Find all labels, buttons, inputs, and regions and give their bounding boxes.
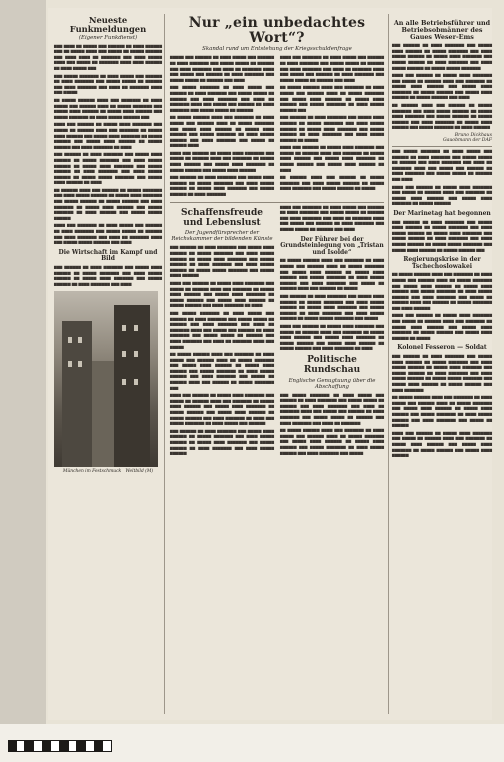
signature-title: Gauobmann der DAF xyxy=(442,138,492,144)
section-heading-3: Politische Rundschau xyxy=(303,354,361,375)
right-headline: An alle Betriebsführer und Betriebsobmänner des Gaues Weser-Ems xyxy=(393,19,491,42)
section-heading-1: Schaffensfreude und Lebenslust xyxy=(181,207,263,228)
right-section-heading-2: Regierungskrise in der Tschechoslowakei xyxy=(403,256,481,270)
column-divider xyxy=(388,14,389,714)
left-headline: Neueste Funkmeldungen xyxy=(69,15,147,34)
left-section-text: ▆▆▆ ▆▆▆▆▆▆ ▆▆ ▆▆▆▆ ▆▆▆▆▆▆▆ ▆▆▆ ▆▆▆▆▆ ▆▆▆▆ ▆▆▆▆▆▆ ▆▆ ▆▆▆▆▆ ▆▆▆▆▆▆▆ ▆▆▆ ▆▆▆▆ ▆▆▆▆▆ ▆▆▆▆▆▆ ▆▆ ▆▆▆▆▆ ▆▆▆▆ ▆▆▆▆▆▆▆ ▆▆▆ ▆▆▆▆▆ ▆▆▆▆▆▆ ▆▆ ▆▆▆▆ ▆▆▆▆▆▆▆ ▆▆▆ ▆▆▆▆ xyxy=(54,265,162,286)
center-lower: Schaffensfreude und Lebenslust Der Jugendfürsprecher der Reichskammer der bildenden Künste ▆▆▆ ▆▆▆▆▆▆ ▆▆ ▆▆▆▆ ▆▆▆▆▆▆▆ ▆▆▆ ▆▆▆▆▆ ▆▆▆▆ ▆▆▆▆▆▆ ▆▆ ▆▆▆▆▆ ▆▆▆▆▆▆▆ ▆▆▆ ▆▆▆▆ ▆▆▆▆▆ ▆▆▆▆▆▆ ▆▆ ▆▆▆▆▆ ▆▆▆▆ ▆▆▆▆▆▆▆ ▆▆▆ ▆▆▆▆▆ ▆▆▆▆▆▆ ▆▆ ▆▆▆▆ ▆▆▆▆▆▆▆ ▆▆▆ ▆▆▆▆ ▆▆▆▆▆ ▆▆▆▆▆▆ ▆▆ ▆▆▆▆▆ ▆▆▆▆▆ ▆▆▆▆▆▆▆ ▆▆▆ ▆▆▆▆▆ ▆▆▆▆ ▆▆▆▆▆▆ ▆▆▆▆ ▆▆▆ ▆▆▆▆▆▆ ▆▆ ▆▆▆▆▆ ▆▆▆▆ ▆▆▆▆▆▆▆ ▆▆▆ ▆▆▆▆▆ ▆▆ ▆▆▆▆▆▆ ▆▆▆▆ ▆▆▆ ▆▆▆▆▆▆▆ ▆▆ ▆▆▆▆▆ ▆▆▆▆ ▆▆▆▆▆▆ ▆▆▆ ▆▆▆▆▆ ▆▆▆▆ ▆▆▆▆▆▆▆ ▆▆ ▆▆▆▆▆ ▆▆▆▆▆▆ ▆▆▆ ▆▆▆▆▆ ▆▆▆▆ ▆▆▆▆▆▆ ▆▆ ▆▆▆▆▆ ▆▆▆▆▆▆ ▆▆▆ ▆▆▆▆ ▆▆▆▆▆▆▆ ▆▆ ▆▆▆▆ ▆▆▆ ▆▆▆▆▆ ▆▆▆▆▆▆▆ ▆▆ ▆▆▆▆ ▆▆▆▆▆ ▆▆▆ ▆▆▆▆▆▆ ▆▆ ▆▆▆▆ ▆▆▆▆▆▆▆ ▆▆▆ ▆▆▆▆▆ ▆▆▆▆▆ ▆▆ ▆▆▆▆▆▆ ▆▆▆ ▆▆▆▆ ▆▆▆▆▆▆▆ ▆▆▆ ▆▆▆▆ ▆▆ ▆▆▆▆▆▆▆ ▆▆▆▆ ▆▆▆ ▆▆▆▆▆ ▆▆▆ ▆▆▆▆▆▆ ▆▆ ▆▆▆▆ ▆▆▆▆▆▆▆ ▆▆▆ ▆▆▆▆▆ ▆▆▆▆▆ ▆▆ ▆▆▆▆▆▆ ▆▆▆ ▆▆▆▆ ▆▆▆▆▆▆▆ ▆▆▆ ▆▆▆▆ ▆▆ ▆▆▆▆▆▆▆ ▆▆▆▆ ▆▆▆ ▆▆▆▆▆ ▆▆ ▆▆▆▆▆ ▆▆▆▆▆▆ ▆▆▆▆ ▆▆▆ ▆▆▆▆▆▆▆ ▆▆ ▆▆▆▆ ▆▆▆▆▆ ▆▆▆ ▆▆▆▆▆▆ ▆▆▆▆ ▆▆ ▆▆▆▆▆ ▆▆▆▆▆▆▆ ▆▆▆ ▆▆▆▆▆ ▆▆▆▆ ▆▆▆▆▆▆ ▆▆ ▆▆▆▆▆ ▆▆▆▆ ▆▆▆▆▆▆ ▆▆▆ ▆▆▆▆▆ ▆▆▆▆▆▆▆ ▆▆ ▆▆▆▆ ▆▆▆▆▆ ▆▆▆▆▆▆ ▆▆▆ ▆▆▆▆ ▆▆▆▆▆▆▆ ▆▆▆ ▆▆▆▆▆ ▆▆ ▆▆▆▆▆▆ ▆▆▆▆ ▆▆▆ ▆▆▆▆▆▆ ▆▆ ▆▆▆▆▆ ▆▆▆▆▆▆▆ ▆▆▆ ▆▆▆▆ ▆▆▆ ▆▆▆▆▆▆ ▆▆ ▆▆▆▆▆ ▆▆▆▆ ▆▆▆▆▆▆▆ ▆▆▆ ▆▆▆▆▆ ▆▆ ▆▆▆▆▆▆ ▆▆▆▆ ▆▆▆ ▆▆▆▆▆▆▆ ▆▆ ▆▆▆▆▆ ▆▆▆▆ ▆▆▆▆▆▆ ▆▆▆ ▆▆▆▆▆ ▆▆▆▆ ▆▆▆▆▆▆▆ ▆▆ ▆▆▆▆▆ ▆▆▆▆▆▆ ▆▆▆ ▆▆▆▆▆ ▆▆▆▆ ▆▆▆▆▆▆ ▆▆ ▆▆▆▆▆ ▆▆▆▆▆▆ ▆▆▆ ▆▆▆▆ ▆▆▆▆▆▆▆ ▆▆ ▆▆▆▆ ▆▆▆ ▆▆▆▆▆ ▆▆▆▆▆▆▆ ▆▆ ▆▆▆▆ ▆▆▆▆▆ ▆▆▆ ▆▆▆▆▆▆ ▆▆▆ ▆▆▆▆▆▆ ▆▆ ▆▆▆▆ ▆▆▆▆▆▆▆ ▆▆▆ ▆▆▆▆▆ ▆▆▆▆ ▆▆▆▆▆▆ ▆▆ ▆▆▆▆▆ ▆▆▆▆▆▆▆ ▆▆▆ ▆▆▆▆ ▆▆▆▆▆ ▆▆▆▆▆▆ ▆▆ ▆▆▆▆▆ ▆▆▆▆ ▆▆▆▆▆▆▆ ▆▆▆ ▆▆▆▆▆ ▆▆▆▆▆▆ ▆▆ ▆▆▆▆ ▆▆▆▆▆▆▆ ▆▆▆ ▆▆▆▆ ▆▆▆▆▆ ▆▆▆▆▆▆ ▆▆▆▆ ▆▆▆ ▆▆▆▆▆▆▆ ▆▆ ▆▆▆▆ ▆▆▆▆▆ ▆▆▆ ▆▆▆▆▆▆ ▆▆ ▆▆▆▆ ▆▆▆▆▆▆▆ ▆▆▆ ▆▆▆▆▆ ▆▆▆▆▆ ▆▆ ▆▆▆▆▆▆ ▆▆▆ ▆▆▆▆ ▆▆▆▆▆▆▆ ▆▆▆ ▆▆▆▆ ▆▆ ▆▆▆▆▆▆▆ ▆▆▆▆ ▆▆▆ ▆▆▆▆▆ ▆▆▆ ▆▆▆▆▆▆ ▆▆ ▆▆▆▆ ▆▆▆▆▆▆▆ ▆▆▆ ▆▆▆▆▆ ▆▆▆▆▆ ▆▆ ▆▆▆▆▆▆ ▆▆▆ ▆▆▆▆ Der Führer bei der Grundsteinlegung von „Tristan und Isolde“ ▆▆ ▆▆▆▆▆ ▆▆▆▆▆▆ ▆▆▆▆ ▆▆▆ ▆▆▆▆▆▆▆ ▆▆ ▆▆▆▆ ▆▆▆▆▆ ▆▆▆ ▆▆▆▆▆▆ ▆▆▆▆ ▆▆ ▆▆▆▆▆ ▆▆▆▆▆▆▆ ▆▆▆ ▆▆▆▆▆ ▆▆▆▆ ▆▆▆▆▆▆ ▆▆ ▆▆▆▆▆ ▆▆▆▆ ▆▆▆▆▆▆ ▆▆▆ ▆▆▆▆▆ ▆▆▆▆▆▆▆ ▆▆ ▆▆▆▆ ▆▆▆▆▆ ▆▆▆▆▆▆ ▆▆▆ ▆▆▆▆ ▆▆▆▆▆▆▆ ▆▆▆ ▆▆▆▆▆ ▆▆ ▆▆▆▆▆▆ ▆▆▆▆ ▆▆▆ ▆▆▆▆▆▆ ▆▆ ▆▆▆▆▆ ▆▆▆ ▆▆▆▆▆▆ ▆▆ ▆▆▆▆ ▆▆▆▆▆▆▆ ▆▆▆ ▆▆▆▆▆ ▆▆▆▆ ▆▆▆▆▆▆ ▆▆ ▆▆▆▆▆ ▆▆▆▆▆▆▆ ▆▆▆ ▆▆▆▆ ▆▆▆▆▆ ▆▆▆▆▆▆ ▆▆ ▆▆▆▆▆ ▆▆▆▆ ▆▆▆▆▆▆▆ ▆▆▆ ▆▆▆▆▆ ▆▆▆▆▆▆ ▆▆ ▆▆▆▆ ▆▆▆▆▆▆▆ ▆▆▆ ▆▆▆▆ ▆▆▆▆▆ ▆▆▆▆▆▆ ▆▆ ▆▆▆▆▆ ▆▆▆▆▆ ▆▆▆▆▆▆▆ ▆▆▆ ▆▆▆▆▆ ▆▆▆▆ ▆▆▆ ▆▆▆▆▆▆ ▆▆ ▆▆▆▆▆ ▆▆▆▆ ▆▆▆▆▆▆▆ ▆▆▆ ▆▆▆▆▆ ▆▆ ▆▆▆▆▆▆ ▆▆▆▆ ▆▆▆ ▆▆▆▆▆▆▆ ▆▆ ▆▆▆▆▆ ▆▆▆▆ ▆▆▆▆▆▆ ▆▆▆ ▆▆▆▆▆ ▆▆▆▆ ▆▆▆▆▆▆▆ ▆▆ ▆▆▆▆▆ ▆▆▆▆▆▆ ▆▆▆ ▆▆▆▆▆ ▆▆▆▆ ▆▆▆▆▆▆ ▆▆ ▆▆▆▆▆ ▆▆▆▆▆▆ ▆▆▆ ▆▆▆▆ ▆▆▆▆▆▆▆ ▆▆ ▆▆▆▆ Politische Rundschau Englische Genugtuung über die Abschaffung ▆▆▆ ▆▆▆▆▆ ▆▆▆▆▆▆▆ ▆▆ ▆▆▆▆ ▆▆▆▆▆ ▆▆▆ ▆▆▆▆▆▆ ▆▆ ▆▆▆▆ ▆▆▆▆▆▆▆ ▆▆▆ ▆▆▆▆▆ ▆▆▆▆▆ ▆▆ ▆▆▆▆▆▆ ▆▆▆ ▆▆▆▆ ▆▆▆▆▆▆▆ ▆▆▆ ▆▆▆▆ ▆▆ ▆▆▆▆▆▆▆ ▆▆▆▆ ▆▆▆ ▆▆▆▆▆ ▆▆▆ ▆▆▆▆▆▆ ▆▆ ▆▆▆▆ ▆▆▆▆▆▆▆ ▆▆▆ ▆▆▆▆▆ ▆▆▆▆▆ ▆▆ ▆▆▆▆▆▆ ▆▆▆ ▆▆▆▆ ▆▆▆▆▆▆▆ ▆▆▆ ▆▆▆▆ ▆▆ ▆▆▆▆▆▆▆ ▆▆ ▆▆▆▆▆ ▆▆▆▆▆▆ ▆▆▆▆ ▆▆▆ ▆▆▆▆▆▆▆ ▆▆ ▆▆▆▆ ▆▆▆▆▆ ▆▆▆ ▆▆▆▆▆▆ ▆▆▆▆ ▆▆ ▆▆▆▆▆ ▆▆▆▆▆▆▆ ▆▆▆ ▆▆▆▆▆ ▆▆▆▆ ▆▆▆▆▆▆ ▆▆ ▆▆▆▆▆ ▆▆▆▆ ▆▆▆▆▆▆ ▆▆▆ ▆▆▆▆▆ ▆▆▆▆▆▆▆ ▆▆ ▆▆▆▆ ▆▆▆▆▆ ▆▆▆▆▆▆ ▆▆▆ ▆▆▆▆ ▆▆▆▆▆▆▆ ▆▆▆ ▆▆▆▆▆ xyxy=(170,204,384,456)
scan-border-left xyxy=(0,0,46,724)
center-subhead: Skandal rund um Entstehung der Kriegsschuldenfrage xyxy=(202,46,352,53)
signature-name: Bruno Dickhaus xyxy=(454,133,492,139)
section-heading-2: Der Führer bei der Grundsteinlegung von „Tristan und Isolde“ xyxy=(280,235,384,256)
left-section-heading: Die Wirtschaft im Kampf und Bild xyxy=(58,248,158,263)
left-body-text: ▆▆▆ ▆▆▆▆ ▆▆ ▆▆▆▆▆ ▆▆▆ ▆▆▆▆▆▆ ▆▆ ▆▆▆▆ ▆▆▆▆▆▆ ▆▆▆ ▆▆ ▆▆▆▆▆ ▆▆▆▆ ▆▆▆ ▆▆▆▆▆ ▆▆ ▆▆▆▆▆ ▆▆▆▆▆▆ ▆▆▆ ▆▆▆▆ ▆▆▆▆ ▆▆ ▆▆▆▆▆▆▆ ▆▆▆ ▆▆▆▆ ▆▆▆▆▆ ▆▆▆▆ ▆▆▆ ▆▆▆▆▆ ▆▆ ▆▆▆▆▆▆▆ ▆▆▆▆ ▆▆▆▆ ▆▆▆▆▆▆ ▆▆ ▆▆▆▆ ▆▆▆▆▆ ▆▆▆ ▆▆▆ ▆▆▆▆▆ ▆▆▆▆▆▆▆ ▆▆ ▆▆▆▆ ▆▆▆▆▆ ▆▆▆ ▆▆▆▆▆▆ ▆▆ ▆▆▆▆ ▆▆▆▆▆▆▆ ▆▆▆ ▆▆▆▆▆ ▆▆▆▆▆ ▆▆ ▆▆▆▆▆▆ ▆▆▆ ▆▆▆▆ ▆▆▆▆▆▆▆ ▆▆▆ ▆▆▆▆ ▆▆ ▆▆▆▆▆▆▆ ▆▆▆▆ ▆▆▆ ▆▆▆▆▆ ▆▆ ▆▆▆▆▆ ▆▆▆▆▆▆ ▆▆▆▆ ▆▆▆ ▆▆▆▆▆▆▆ ▆▆ ▆▆▆▆ ▆▆▆▆▆ ▆▆▆ ▆▆▆▆▆▆ ▆▆▆▆ ▆▆ ▆▆▆▆▆ ▆▆▆▆▆▆▆ ▆▆▆ ▆▆▆▆▆ ▆▆▆▆ ▆▆▆▆▆▆ ▆▆ ▆▆▆▆▆ ▆▆▆▆ ▆▆▆▆▆▆ ▆▆▆ ▆▆▆▆▆ ▆▆▆▆▆▆▆ ▆▆ ▆▆▆▆ ▆▆▆▆▆ ▆▆▆▆▆▆ ▆▆▆ ▆▆▆▆ ▆▆▆ ▆▆▆▆▆▆ ▆▆ ▆▆▆▆▆ ▆▆▆▆ ▆▆▆▆▆▆▆ ▆▆▆ ▆▆▆▆▆ ▆▆ ▆▆▆▆▆▆ ▆▆▆▆ ▆▆▆ ▆▆▆▆▆▆▆ ▆▆ ▆▆▆▆▆ ▆▆▆▆ ▆▆▆▆▆▆ ▆▆▆ ▆▆▆▆▆ ▆▆▆▆ ▆▆▆▆▆▆▆ ▆▆ ▆▆▆▆▆ ▆▆▆▆▆▆ ▆▆▆ ▆▆▆▆▆ ▆▆▆▆ ▆▆▆▆▆▆ ▆▆ ▆▆▆▆▆ ▆▆▆▆▆▆ ▆▆▆ ▆▆▆▆ ▆▆▆▆▆▆▆ ▆▆ ▆▆▆▆ ▆▆▆ ▆▆▆▆▆▆ ▆▆ ▆▆▆▆ ▆▆▆▆▆▆▆ ▆▆▆ ▆▆▆▆▆ ▆▆▆▆ ▆▆▆▆▆▆ ▆▆ ▆▆▆▆▆ ▆▆▆▆▆▆▆ ▆▆▆ ▆▆▆▆ ▆▆▆▆▆ ▆▆▆▆▆▆ ▆▆ ▆▆▆▆▆ ▆▆▆▆ ▆▆▆▆▆▆▆ ▆▆▆ ▆▆▆▆▆ ▆▆▆▆▆▆ ▆▆ ▆▆▆▆ ▆▆▆▆▆▆▆ ▆▆▆ ▆▆▆▆ ▆▆▆▆▆ ▆▆▆▆▆▆ ▆▆ ▆▆▆▆▆ ▆▆▆▆▆ ▆▆▆▆▆▆▆ ▆▆▆ ▆▆▆▆▆ ▆▆▆▆ ▆▆▆▆▆▆ ▆▆ ▆▆▆▆ ▆▆ ▆▆▆▆▆▆ ▆▆▆▆ ▆▆▆ ▆▆▆▆▆▆ ▆▆ ▆▆▆▆▆ ▆▆▆▆▆▆▆ ▆▆▆ ▆▆▆▆ ▆▆▆▆▆ ▆▆▆▆▆▆ ▆▆ ▆▆▆▆▆ ▆▆▆▆ ▆▆▆▆▆▆▆ ▆▆▆ ▆▆▆▆▆ ▆▆▆▆▆▆ ▆▆ ▆▆▆▆▆ ▆▆▆▆▆▆ ▆▆▆ ▆▆▆▆ ▆▆▆▆▆▆▆ ▆▆ ▆▆▆▆▆ ▆▆▆▆ ▆▆▆▆▆▆ ▆▆▆ ▆▆▆▆▆ ▆▆▆▆▆▆▆ ▆▆ ▆▆▆▆ ▆▆▆▆▆▆ ▆▆▆ ▆▆▆▆▆ ▆▆▆▆▆ ▆▆▆▆▆▆ ▆▆▆▆ ▆▆▆ ▆▆▆▆▆▆▆ ▆▆ ▆▆▆▆ ▆▆▆▆▆ ▆▆▆ ▆▆▆▆▆▆ ▆▆ ▆▆▆▆ ▆▆▆▆▆▆▆ ▆▆▆ ▆▆▆▆▆ ▆▆▆▆▆ ▆▆ ▆▆▆▆▆▆ ▆▆▆ ▆▆▆▆ ▆▆▆▆▆▆▆ ▆▆▆ ▆▆▆▆ ▆▆ ▆▆▆▆▆▆▆ ▆▆▆▆ ▆▆▆ ▆▆▆▆▆ ▆▆▆▆▆ ▆▆▆▆▆▆ ▆▆▆ ▆▆▆▆ xyxy=(54,43,162,245)
center-headline: Nur „ein unbedachtes Wort“? xyxy=(188,15,366,46)
section-subhead-3: Englische Genugtuung über die Abschaffung xyxy=(288,377,376,390)
center-lead-article: ▆▆▆▆▆ ▆▆▆ ▆▆▆▆▆▆ ▆▆ ▆▆▆▆ ▆▆▆▆▆ ▆▆▆ ▆▆▆▆▆▆ ▆▆ ▆▆▆▆ ▆▆▆▆▆▆▆ ▆▆▆ ▆▆▆▆▆ ▆▆▆▆▆ ▆▆ ▆▆▆▆▆▆ ▆▆▆ ▆▆▆▆ ▆▆▆▆▆▆▆ ▆▆▆ ▆▆▆▆ ▆▆ ▆▆▆▆▆▆▆ ▆▆▆▆ ▆▆▆ ▆▆▆▆▆ ▆▆▆ ▆▆▆▆▆▆ ▆▆ ▆▆▆▆ ▆▆▆▆▆▆▆ ▆▆▆ ▆▆▆▆▆ ▆▆▆▆▆ ▆▆ ▆▆▆▆▆▆ ▆▆▆ ▆▆▆▆ ▆▆▆ ▆▆▆▆▆ ▆▆▆▆▆▆▆ ▆▆ ▆▆▆▆ ▆▆▆▆▆ ▆▆▆ ▆▆▆▆▆▆ ▆▆ ▆▆▆▆ ▆▆▆▆▆▆▆ ▆▆▆ ▆▆▆▆▆ ▆▆▆▆▆ ▆▆ ▆▆▆▆▆▆ ▆▆▆ ▆▆▆▆ ▆▆▆▆▆▆▆ ▆▆▆ ▆▆▆▆ ▆▆ ▆▆▆▆▆▆▆ ▆▆▆▆ ▆▆▆ ▆▆▆▆▆ ▆▆▆ ▆▆▆▆▆▆ ▆▆ ▆▆▆▆ ▆▆▆▆▆▆▆ ▆▆▆ ▆▆▆▆▆ ▆▆▆▆▆ ▆▆ ▆▆▆▆▆▆ ▆▆ ▆▆▆▆▆ ▆▆▆▆▆▆ ▆▆▆▆ ▆▆▆ ▆▆▆▆▆▆▆ ▆▆ ▆▆▆▆ ▆▆▆▆▆ ▆▆▆ ▆▆▆▆▆▆ ▆▆▆▆ ▆▆ ▆▆▆▆▆ ▆▆▆▆▆▆▆ ▆▆▆ ▆▆▆▆▆ ▆▆▆▆ ▆▆▆▆▆▆ ▆▆ ▆▆▆▆▆ ▆▆▆▆ ▆▆▆▆▆▆ ▆▆▆ ▆▆▆▆▆ ▆▆▆▆▆▆▆ ▆▆ ▆▆▆▆ ▆▆▆▆▆ ▆▆▆▆▆▆ ▆▆▆ ▆▆▆▆ ▆▆▆▆▆▆▆ ▆▆▆ ▆▆▆▆▆ ▆▆ ▆▆▆▆▆▆ ▆▆▆▆ ▆▆▆▆ ▆▆▆ ▆▆▆▆▆▆ ▆▆ ▆▆▆▆▆ ▆▆▆▆ ▆▆▆▆▆▆▆ ▆▆▆ ▆▆▆▆▆ ▆▆ ▆▆▆▆▆▆ ▆▆▆▆ ▆▆▆ ▆▆▆▆▆▆▆ ▆▆ ▆▆▆▆▆ ▆▆▆▆ ▆▆▆▆▆▆ ▆▆▆ ▆▆▆▆▆ ▆▆▆▆ ▆▆▆▆▆▆▆ ▆▆ ▆▆▆▆▆ ▆▆▆▆▆▆ ▆▆▆ ▆▆▆▆▆ ▆▆▆▆ ▆▆▆▆▆▆ ▆▆▆ ▆▆▆▆▆▆ ▆▆ ▆▆▆▆ ▆▆▆▆▆▆▆ ▆▆▆ ▆▆▆▆▆ ▆▆▆▆ ▆▆▆▆▆▆ ▆▆ ▆▆▆▆▆ ▆▆▆▆▆▆▆ ▆▆▆ ▆▆▆▆ ▆▆▆▆▆ ▆▆▆▆▆▆ ▆▆ ▆▆▆▆▆ ▆▆▆▆ ▆▆▆▆▆▆▆ ▆▆▆ ▆▆▆▆▆ ▆▆▆▆▆▆ ▆▆ ▆▆▆▆ ▆▆▆▆▆▆▆ ▆▆▆▆ ▆▆▆ ▆▆▆▆▆▆▆ ▆▆ ▆▆▆▆ ▆▆▆▆▆ ▆▆▆ ▆▆▆▆▆▆ ▆▆ ▆▆▆▆ ▆▆▆▆▆▆▆ ▆▆▆ ▆▆▆▆▆ ▆▆▆▆▆ ▆▆ ▆▆▆▆▆▆ ▆▆▆ ▆▆▆▆ ▆▆▆▆▆▆▆ ▆▆▆ ▆▆▆▆ ▆▆ ▆▆▆▆▆▆▆ ▆▆▆▆ ▆▆▆ ▆▆▆▆▆ ▆▆▆ ▆▆▆▆▆▆ ▆▆ ▆▆▆▆ ▆▆▆▆▆▆▆ ▆▆▆ ▆▆▆▆▆ ▆▆▆▆▆ ▆▆ ▆▆▆▆▆▆ ▆▆▆ ▆▆▆▆ ▆▆ ▆▆▆▆▆ ▆▆▆▆▆▆ ▆▆▆▆ ▆▆▆ ▆▆▆▆▆▆▆ ▆▆ ▆▆▆▆ ▆▆▆▆▆ ▆▆▆ ▆▆▆▆▆▆ ▆▆▆▆ ▆▆ ▆▆▆▆▆ ▆▆▆▆▆▆▆ ▆▆▆ ▆▆▆▆▆ ▆▆▆▆ ▆▆▆▆▆▆ ▆▆ ▆▆▆▆▆ ▆▆▆▆ ▆▆▆▆▆▆ ▆▆▆ ▆▆▆▆▆ ▆▆▆▆▆▆▆ ▆▆ ▆▆▆▆ ▆▆▆▆▆ ▆▆▆▆▆▆ ▆▆▆ ▆▆▆ ▆▆▆▆▆▆ ▆▆ ▆▆▆▆ ▆▆▆▆▆▆▆ ▆▆▆ ▆▆▆▆▆ ▆▆▆▆ ▆▆▆▆▆▆ ▆▆ ▆▆▆▆▆ ▆▆▆▆▆▆▆ ▆▆▆ ▆▆▆▆ ▆▆▆▆▆ ▆▆▆▆▆▆ ▆▆ ▆▆▆▆▆ ▆▆▆▆ ▆▆▆▆▆▆▆ ▆▆▆ ▆▆▆▆▆ ▆▆▆▆▆▆ ▆▆ ▆▆▆▆ ▆▆▆▆▆▆▆ ▆▆▆ ▆▆▆▆ ▆▆▆▆▆ ▆▆▆▆▆▆ ▆▆ ▆▆▆▆▆ ▆▆▆▆ ▆▆▆ ▆▆▆▆▆▆ ▆▆ ▆▆▆▆▆ ▆▆▆▆ ▆▆▆▆▆▆▆ ▆▆▆ ▆▆▆▆▆ ▆▆ ▆▆▆▆▆▆ ▆▆▆▆ ▆▆▆ ▆▆▆▆▆▆▆ ▆▆ ▆▆▆▆▆ ▆▆▆▆ ▆▆▆▆▆▆ ▆▆▆ ▆▆▆▆▆ ▆▆▆▆ ▆▆▆▆▆▆▆ ▆▆ ▆▆▆▆▆ ▆▆▆▆▆▆ ▆▆▆ ▆▆▆▆▆ ▆▆▆▆ ▆▆▆▆▆▆ ▆▆ ▆▆▆▆ ▆▆ ▆▆▆▆▆▆ ▆▆▆▆ ▆▆▆ ▆▆▆▆▆▆ ▆▆ ▆▆▆▆▆ ▆▆▆▆▆▆▆ ▆▆▆ ▆▆▆▆ ▆▆▆▆▆ ▆▆▆▆▆▆ ▆▆ ▆▆▆▆▆ ▆▆▆▆ ▆▆▆▆▆▆▆ ▆▆▆ ▆▆▆▆▆ ▆▆▆▆▆▆ ▆▆ ▆▆▆▆▆ xyxy=(170,55,384,197)
right-section-heading-3: Kolonel Fesseron — Soldat xyxy=(397,344,487,352)
right-column: An alle Betriebsführer und Betriebsobmänner des Gaues Weser-Ems ▆▆▆ ▆▆▆▆▆▆ ▆▆ ▆▆▆▆ ▆▆▆▆▆▆▆ ▆▆▆ ▆▆▆▆▆ ▆▆▆▆ ▆▆▆▆▆▆ ▆▆ ▆▆▆▆▆ ▆▆▆▆▆▆▆ ▆▆▆ ▆▆▆▆ ▆▆▆▆▆ ▆▆▆▆▆▆ ▆▆ ▆▆▆▆▆ ▆▆▆▆ ▆▆▆▆▆▆▆ ▆▆▆ ▆▆▆▆▆ ▆▆▆▆▆▆ ▆▆ ▆▆▆▆ ▆▆▆▆▆▆▆ ▆▆▆ ▆▆▆▆ ▆▆▆▆▆ ▆▆▆▆▆▆ ▆▆ ▆▆▆▆▆ ▆▆▆▆▆ ▆▆▆▆▆▆▆ ▆▆▆▆ ▆▆▆ ▆▆▆▆▆▆ ▆▆ ▆▆▆▆▆ ▆▆▆▆ ▆▆▆▆▆▆▆ ▆▆▆ ▆▆▆▆▆ ▆▆ ▆▆▆▆▆▆ ▆▆▆▆ ▆▆▆ ▆▆▆▆▆▆▆ ▆▆ ▆▆▆▆▆ ▆▆▆▆ ▆▆▆▆▆▆ ▆▆▆ ▆▆▆▆▆ ▆▆▆▆ ▆▆▆▆▆▆▆ ▆▆ ▆▆▆▆▆ ▆▆▆▆▆▆ ▆▆▆ ▆▆▆▆▆ ▆▆▆▆ ▆▆▆▆▆▆ ▆▆ ▆▆▆▆▆ ▆▆▆▆▆▆ ▆▆▆ ▆▆▆▆ ▆▆ ▆▆▆▆▆▆ ▆▆▆▆ ▆▆▆ ▆▆▆▆▆▆ ▆▆ ▆▆▆▆▆ ▆▆▆▆▆▆▆ ▆▆▆ ▆▆▆▆ ▆▆▆▆▆ ▆▆▆▆▆▆ ▆▆ ▆▆▆▆▆ ▆▆▆▆ ▆▆▆▆▆▆▆ ▆▆▆ ▆▆▆▆▆ ▆▆▆▆▆▆ ▆▆ ▆▆▆▆▆ ▆▆▆▆▆▆ ▆▆▆ ▆▆▆▆ ▆▆▆▆▆▆▆ ▆▆ ▆▆▆▆▆ ▆▆▆▆ ▆▆▆▆▆▆ ▆▆▆ ▆▆▆▆▆ ▆▆▆▆▆▆▆ ▆▆ ▆▆▆▆ ▆▆▆▆▆▆ Bruno Dickhaus Gauobmann der DAF ▆▆▆ ▆▆▆▆▆ ▆▆▆▆▆▆▆ ▆▆ ▆▆▆▆ ▆▆▆▆▆ ▆▆▆ ▆▆▆▆▆▆ ▆▆ ▆▆▆▆ ▆▆▆▆▆▆▆ ▆▆▆ ▆▆▆▆▆ ▆▆▆▆▆ ▆▆ ▆▆▆▆▆▆ ▆▆▆ ▆▆▆▆ ▆▆▆▆▆▆▆ ▆▆▆ ▆▆▆▆ ▆▆ ▆▆▆▆▆▆▆ ▆▆▆▆ ▆▆▆ ▆▆▆▆▆ ▆▆▆ ▆▆▆▆▆▆ ▆▆ ▆▆▆▆ ▆▆▆▆▆▆▆ ▆▆▆ ▆▆▆▆▆ ▆▆▆▆▆ ▆▆ ▆▆▆▆▆▆ ▆▆▆ ▆▆▆▆ ▆▆▆▆ ▆▆▆ ▆▆▆▆▆▆ ▆▆ ▆▆▆▆▆ ▆▆▆▆ ▆▆▆▆▆▆▆ ▆▆▆ ▆▆▆▆▆ ▆▆ ▆▆▆▆▆▆ ▆▆▆▆ ▆▆▆ ▆▆▆▆▆▆▆ ▆▆ ▆▆▆▆▆ ▆▆▆▆ ▆▆▆▆▆▆ ▆▆▆ ▆▆▆▆▆ ▆▆▆▆ ▆▆▆▆▆▆▆ ▆▆ ▆▆▆▆▆ ▆▆▆▆▆▆ Der Marinetag hat begonnen ▆▆▆ ▆▆▆▆▆▆ ▆▆ ▆▆▆▆ ▆▆▆▆▆▆▆ ▆▆▆ ▆▆▆▆▆ ▆▆▆▆ ▆▆▆▆▆▆ ▆▆ ▆▆▆▆▆ ▆▆▆▆▆▆▆ ▆▆▆ ▆▆▆▆ ▆▆▆▆▆ ▆▆▆▆▆▆ ▆▆ ▆▆▆▆▆ ▆▆▆▆ ▆▆▆▆▆▆▆ ▆▆▆ ▆▆▆▆▆ ▆▆▆▆▆▆ ▆▆ ▆▆▆▆ ▆▆▆▆▆▆▆ ▆▆▆ ▆▆▆▆ ▆▆▆▆▆ ▆▆▆▆▆▆ ▆▆ ▆▆▆▆▆ ▆▆▆▆▆ ▆▆▆▆▆▆▆ ▆▆▆ ▆▆▆▆▆ ▆▆▆▆ ▆▆▆▆▆▆ ▆▆ ▆▆▆▆▆ ▆▆▆▆▆▆ ▆▆▆ Regierungskrise in der Tschechoslowakei ▆▆ ▆▆▆▆▆ ▆▆▆▆▆▆ ▆▆▆▆ ▆▆▆ ▆▆▆▆▆▆▆ ▆▆ ▆▆▆▆ ▆▆▆▆▆ ▆▆▆ ▆▆▆▆▆▆ ▆▆▆▆ ▆▆ ▆▆▆▆▆ ▆▆▆▆▆▆▆ ▆▆▆ ▆▆▆▆▆ ▆▆▆▆ ▆▆▆▆▆▆ ▆▆ ▆▆▆▆▆ ▆▆▆▆ ▆▆▆▆▆▆ ▆▆▆ ▆▆▆▆▆ ▆▆▆▆▆▆▆ ▆▆ ▆▆▆▆ ▆▆▆▆▆ ▆▆▆▆▆▆ ▆▆▆ ▆▆▆▆ ▆▆▆▆▆▆▆ ▆▆▆ ▆▆▆▆▆ ▆▆ ▆▆▆▆▆▆ ▆▆▆▆ ▆▆▆ ▆▆▆▆▆▆ ▆▆ ▆▆▆▆▆ ▆▆▆▆▆▆▆ ▆▆▆ ▆▆▆▆ ▆▆▆▆▆▆ ▆▆▆▆ ▆▆▆ ▆▆▆▆▆▆ ▆▆ ▆▆▆▆▆ ▆▆▆▆ ▆▆▆▆▆▆▆ ▆▆▆ ▆▆▆▆▆ ▆▆ ▆▆▆▆▆▆ ▆▆▆▆ ▆▆▆ ▆▆▆▆▆▆▆ ▆▆ ▆▆▆▆▆ ▆▆▆▆ ▆▆▆▆▆▆ ▆▆▆ ▆▆▆▆▆ ▆▆▆▆ ▆▆▆▆▆▆▆ ▆▆ ▆▆▆▆▆ ▆▆▆▆▆▆ ▆▆▆ ▆▆▆▆▆ ▆▆▆▆ ▆▆▆▆▆▆ ▆▆ ▆▆▆▆▆ Kolonel Fesseron — Soldat ▆▆▆ ▆▆▆▆▆▆ ▆▆ ▆▆▆▆ ▆▆▆▆▆▆▆ ▆▆▆ ▆▆▆▆▆ ▆▆▆▆ ▆▆▆▆▆▆ ▆▆ ▆▆▆▆▆ ▆▆▆▆▆▆▆ ▆▆▆ ▆▆▆▆ ▆▆▆▆▆ ▆▆▆▆▆▆ ▆▆ ▆▆▆▆▆ ▆▆▆▆ ▆▆▆▆▆▆▆ ▆▆▆ ▆▆▆▆▆ ▆▆▆▆▆▆ ▆▆ ▆▆▆▆ ▆▆▆▆▆▆▆ ▆▆▆ ▆▆▆▆ ▆▆▆▆▆ ▆▆▆▆▆▆ ▆▆ ▆▆▆▆▆ ▆▆▆▆▆ ▆▆▆▆▆▆▆ ▆▆▆ ▆▆▆▆▆ ▆▆▆▆ ▆▆▆▆▆▆ ▆▆ ▆▆▆▆▆ ▆▆▆▆▆▆ ▆▆▆ ▆▆▆▆ ▆▆▆▆▆▆▆ ▆▆ ▆▆▆▆▆ ▆▆▆▆▆▆ ▆▆▆▆ ▆▆▆ ▆▆▆▆▆▆▆ ▆▆ ▆▆▆▆ ▆▆▆▆▆ ▆▆▆ ▆▆▆▆▆▆ ▆▆▆▆ ▆▆ ▆▆▆▆▆ ▆▆▆▆▆▆▆ ▆▆▆ ▆▆▆▆▆ ▆▆▆▆ ▆▆▆▆▆▆ ▆▆ ▆▆▆▆▆ ▆▆▆▆ ▆▆▆▆▆▆ ▆▆▆ ▆▆▆▆▆ ▆▆▆▆▆▆▆ ▆▆ ▆▆▆▆ ▆▆▆▆▆ ▆▆▆▆▆▆ ▆▆▆ ▆▆▆▆ ▆▆▆▆▆▆▆ ▆▆▆ ▆▆▆▆▆ ▆▆ ▆▆▆▆▆▆ ▆▆▆▆ ▆▆▆ ▆▆▆▆▆▆ ▆▆ ▆▆▆▆▆ ▆▆▆▆ ▆▆▆▆▆▆▆ ▆▆▆ ▆▆▆▆▆ ▆▆ ▆▆▆▆▆▆ ▆▆▆▆ ▆▆▆ ▆▆▆▆▆▆▆ ▆▆ ▆▆▆▆▆ ▆▆▆▆ ▆▆▆▆▆▆ ▆▆▆ ▆▆▆▆▆ ▆▆▆▆ ▆▆▆▆▆▆▆ ▆▆ ▆▆▆▆▆ ▆▆▆▆▆▆ ▆▆▆ ▆▆▆▆▆ ▆▆▆▆ ▆▆▆▆▆▆ xyxy=(392,19,492,458)
newspaper-page xyxy=(48,8,492,720)
scale-ruler xyxy=(8,740,112,752)
city-photo xyxy=(54,291,158,467)
photo-caption: München im Festschmuck xyxy=(62,469,122,475)
left-subhead: (Eigener Funkdienst) xyxy=(78,34,138,41)
center-column xyxy=(170,16,384,459)
photo-credit: Weltbild (M) xyxy=(125,469,154,475)
right-section-heading-1: Der Marinetag hat begonnen xyxy=(393,209,491,217)
section-subhead-1: Der Jugendfürsprecher der Reichskammer der bildenden Künste xyxy=(171,230,273,243)
left-column xyxy=(54,16,162,477)
column-divider xyxy=(164,14,165,714)
